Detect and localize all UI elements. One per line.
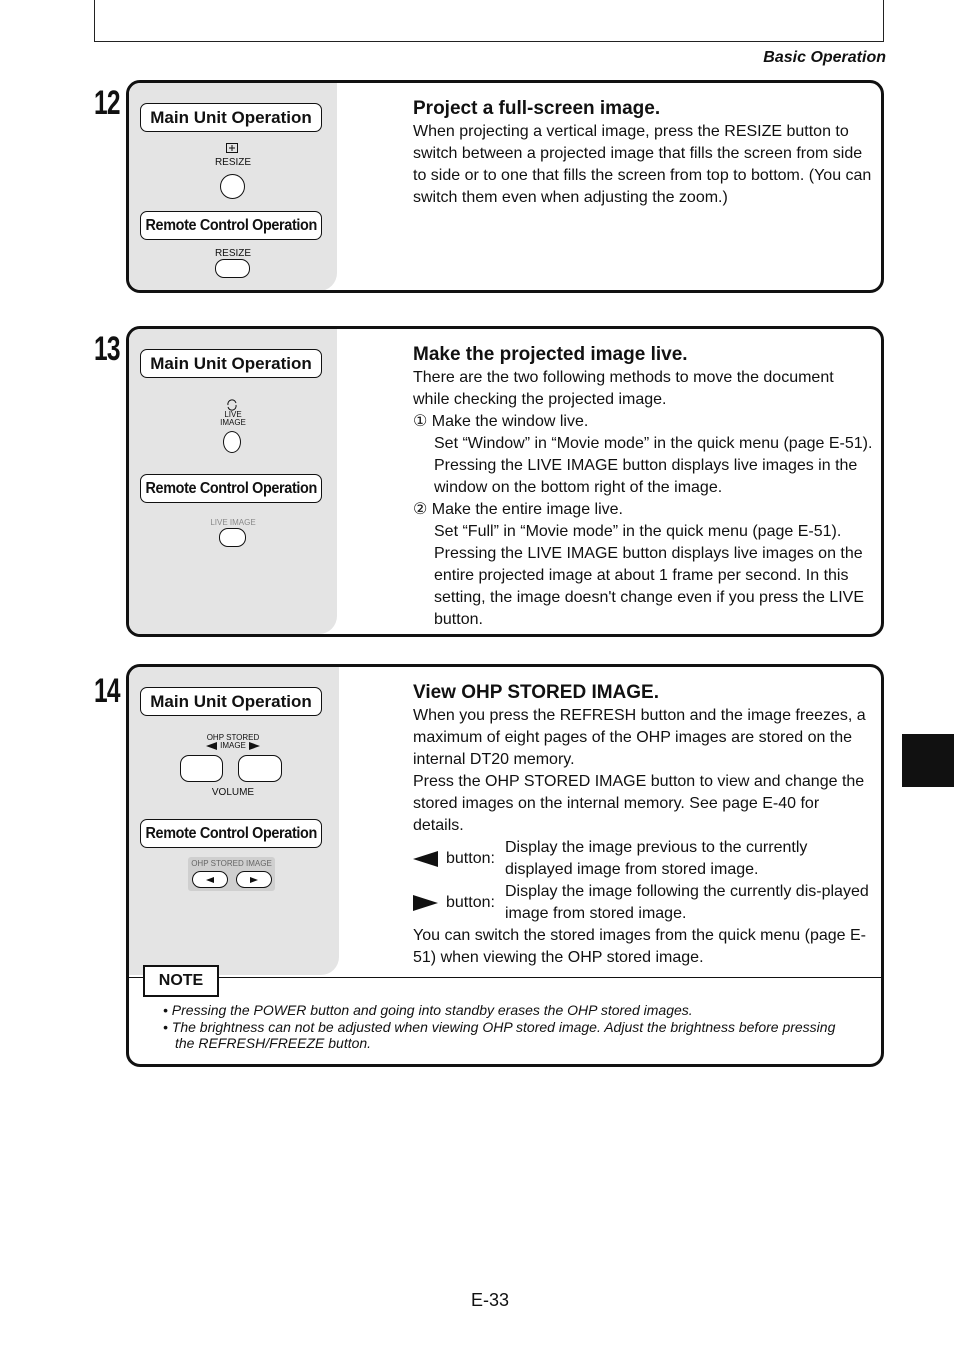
remote-control-operation-label: Remote Control Operation (140, 474, 322, 503)
remote-live-image-label: LIVE IMAGE (210, 518, 256, 527)
note-divider (129, 977, 881, 978)
remote-control-operation-label: Remote Control Operation (140, 819, 322, 848)
image-label-row (129, 741, 337, 750)
operation-column (129, 83, 337, 291)
step-14-panel (126, 664, 884, 1067)
remote-live-image-button[interactable] (219, 528, 246, 547)
left-arrow-icon (206, 877, 214, 883)
remote-next-button[interactable] (236, 871, 272, 888)
remote-resize-label: RESIZE (214, 248, 252, 259)
live-image-button[interactable] (223, 431, 241, 453)
previous-button-description: button: Display the image previous to the currently displayed image from stored image. (413, 837, 873, 881)
ohp-previous-button[interactable] (180, 755, 223, 782)
step-13-content (413, 343, 873, 631)
step-title: Make the projected image live. (413, 344, 688, 365)
section-title: Basic Operation (763, 49, 886, 66)
step-paragraph: When projecting a vertical image, press the RESIZE button to switch between a projected image that fills the screen from side to side or to one that fills the screen from top to bottom. (You can switch them even when adjusting the zoom.) (413, 123, 872, 206)
remote-control-operation-label: Remote Control Operation (140, 211, 322, 240)
resize-label: RESIZE (214, 157, 252, 168)
operation-column (129, 667, 339, 975)
note-list (163, 1002, 843, 1052)
step-14-content (413, 681, 873, 969)
para-1: When you press the REFRESH button and the image freezes, a maximum of eight pages of the OHP images are stored on the internal DT20 memory. (413, 707, 866, 768)
method-1: ① Make the window live. (413, 413, 589, 430)
left-triangle-icon (413, 851, 438, 867)
remote-button-group (188, 857, 275, 891)
next-button-description: button: Display the image following the currently dis-played image from stored image. (413, 881, 873, 925)
method-2: ② Make the entire image live. (413, 501, 623, 518)
image-label: IMAGE (220, 741, 246, 750)
para-3: You can switch the stored images from the quick menu (page E-51) when viewing the OHP stored image. (413, 927, 866, 966)
main-unit-operation-label: Main Unit Operation (140, 349, 322, 378)
operation-column (129, 329, 337, 634)
live-label: LIVE (224, 410, 242, 419)
note-label: NOTE (143, 965, 219, 997)
remote-previous-button[interactable] (192, 871, 228, 888)
top-frame (94, 0, 884, 42)
right-triangle-icon (249, 742, 260, 750)
left-triangle-icon (206, 742, 217, 750)
chapter-tab (902, 734, 954, 787)
step-12-content (413, 97, 873, 209)
right-arrow-icon (250, 877, 258, 883)
ohp-stored-label: OHP STORED (206, 733, 260, 742)
method-2-detail: Set “Full” in “Movie mode” in the quick menu (page E-51). Pressing the LIVE IMAGE button displays live images on the entire projected image at about 1 frame per second. In this setting, the image doesn't change even if you press the LIVE button. (434, 523, 864, 628)
main-unit-operation-label: Main Unit Operation (140, 687, 322, 716)
method-1-detail: Set “Window” in “Movie mode” in the quick menu (page E-51). Pressing the LIVE IMAGE button displays live images in the window on the bottom right of the image. (434, 435, 873, 496)
step-title: View OHP STORED IMAGE. (413, 682, 660, 703)
image-label: IMAGE (220, 418, 246, 427)
step-number-12: 12 (94, 84, 120, 122)
step-title: Project a full-screen image. (413, 98, 661, 119)
note-item: • The brightness can not be adjusted when viewing OHP stored image. Adjust the brightness before pressing the REFRESH/FREEZE button. (163, 1018, 836, 1051)
page-number: E-33 (470, 1290, 510, 1310)
para-2: Press the OHP STORED IMAGE button to view and change the stored images on the internal memory. See page E-40 for details. (413, 773, 865, 834)
step-12-panel (126, 80, 884, 293)
remote-ohp-label: OHP STORED IMAGE (191, 859, 272, 868)
step-number-13: 13 (94, 330, 120, 368)
main-unit-operation-label: Main Unit Operation (140, 103, 322, 132)
resize-icon (226, 143, 238, 153)
remote-resize-button[interactable] (215, 259, 250, 278)
step-intro: There are the two following methods to move the document while checking the projected image. (413, 369, 834, 408)
ohp-next-button[interactable] (238, 755, 282, 782)
note-item: • Pressing the POWER button and going into standby erases the OHP stored images. (163, 1002, 693, 1018)
resize-button[interactable] (220, 174, 245, 199)
step-13-panel (126, 326, 884, 637)
right-triangle-icon (413, 895, 438, 911)
step-number-14: 14 (94, 672, 120, 710)
volume-label: VOLUME (211, 787, 255, 798)
